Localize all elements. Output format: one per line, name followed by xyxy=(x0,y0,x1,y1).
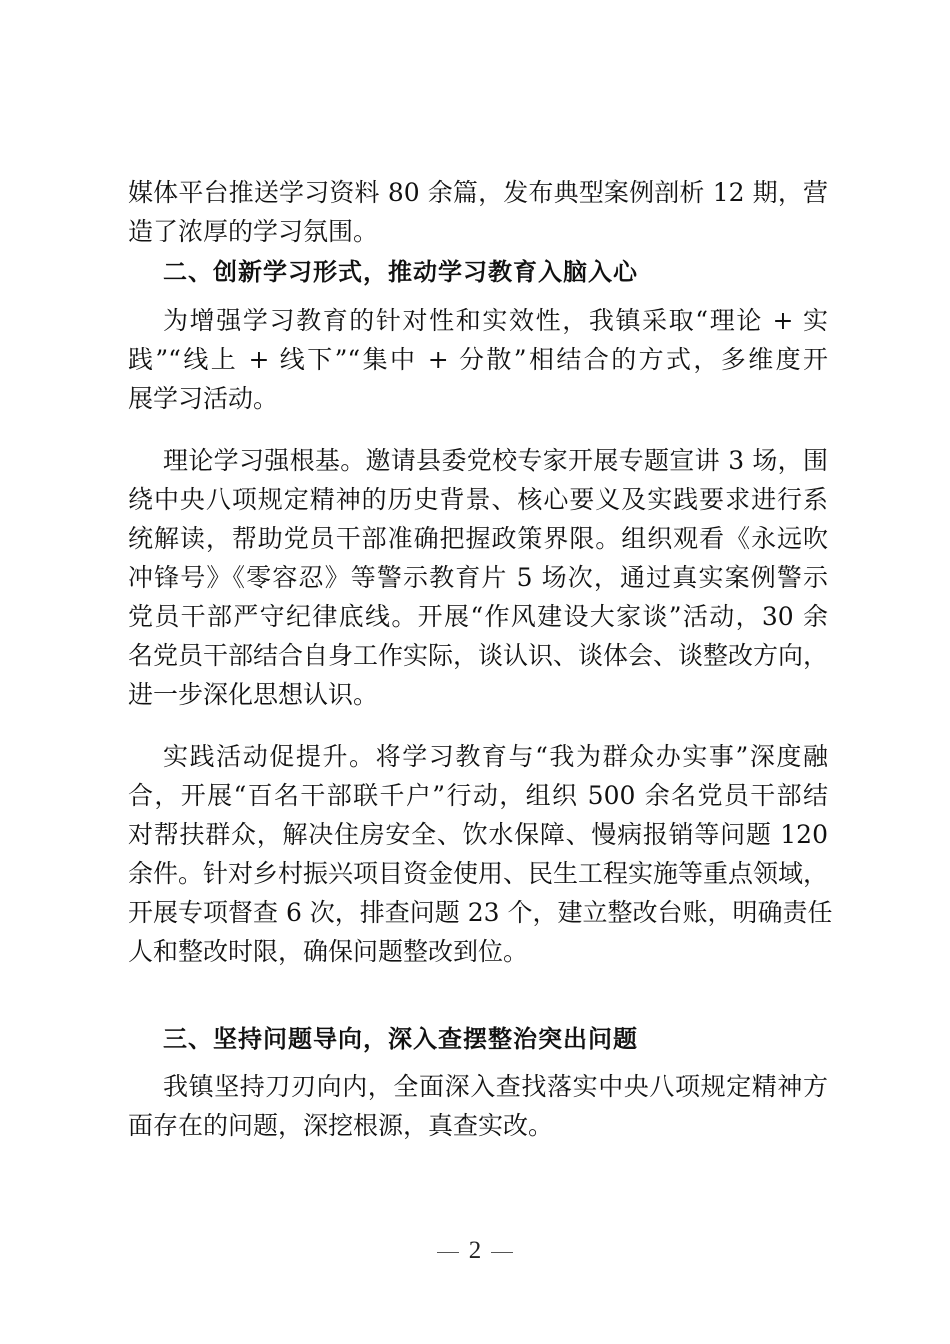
paragraph-line: 冲锋号》《零容忍》等警示教育片 5 场次，通过真实案例警示 xyxy=(128,563,828,592)
paragraph-line: 进一步深化思想认识。 xyxy=(128,680,379,709)
paragraph-line: 造了浓厚的学习氛围。 xyxy=(128,217,379,246)
paragraph-line: 名党员干部结合自身工作实际，谈认识、谈体会、谈整改方向， xyxy=(128,641,829,670)
paragraph-line: 我镇坚持刀刃向内，全面深入查找落实中央八项规定精神方 xyxy=(163,1072,828,1101)
paragraph-line: 媒体平台推送学习资料 80 余篇，发布典型案例剖析 12 期，营 xyxy=(128,178,828,207)
paragraph-line: 实践活动促提升。将学习教育与“我为群众办实事”深度融 xyxy=(163,742,828,771)
paragraph-line: 人和整改时限，确保问题整改到位。 xyxy=(128,937,529,966)
paragraph-line: 为增强学习教育的针对性和实效性，我镇采取“理论 + 实 xyxy=(163,306,828,335)
paragraph-line: 面存在的问题，深挖根源，真查实改。 xyxy=(128,1111,554,1140)
section-heading-2: 二、创新学习形式，推动学习教育入脑入心 xyxy=(163,258,638,286)
page-number: 2 xyxy=(468,1237,482,1264)
paragraph-line: 践”“线上 + 线下”“集中 + 分散”相结合的方式，多维度开 xyxy=(128,345,828,374)
paragraph-line: 余件。针对乡村振兴项目资金使用、民生工程实施等重点领域， xyxy=(128,859,829,888)
paragraph-line: 对帮扶群众，解决住房安全、饮水保障、慢病报销等问题 120 xyxy=(128,820,828,849)
paragraph-line: 合，开展“百名干部联千户”行动，组织 500 余名党员干部结 xyxy=(128,781,828,810)
dash-left xyxy=(437,1252,459,1253)
paragraph-line: 理论学习强根基。邀请县委党校专家开展专题宣讲 3 场，围 xyxy=(163,446,828,475)
page-footer xyxy=(0,1237,950,1265)
paragraph-line: 党员干部严守纪律底线。开展“作风建设大家谈”活动，30 余 xyxy=(128,602,828,631)
section-heading-3: 三、坚持问题导向，深入查摆整治突出问题 xyxy=(163,1025,638,1053)
dash-right xyxy=(491,1252,513,1253)
paragraph-line: 绕中央八项规定精神的历史背景、核心要义及实践要求进行系 xyxy=(128,485,828,514)
paragraph-line: 统解读，帮助党员干部准确把握政策界限。组织观看《永远吹 xyxy=(128,524,828,553)
paragraph-line: 展学习活动。 xyxy=(128,384,279,413)
paragraph-line: 开展专项督查 6 次，排查问题 23 个，建立整改台账，明确责任 xyxy=(128,898,833,927)
